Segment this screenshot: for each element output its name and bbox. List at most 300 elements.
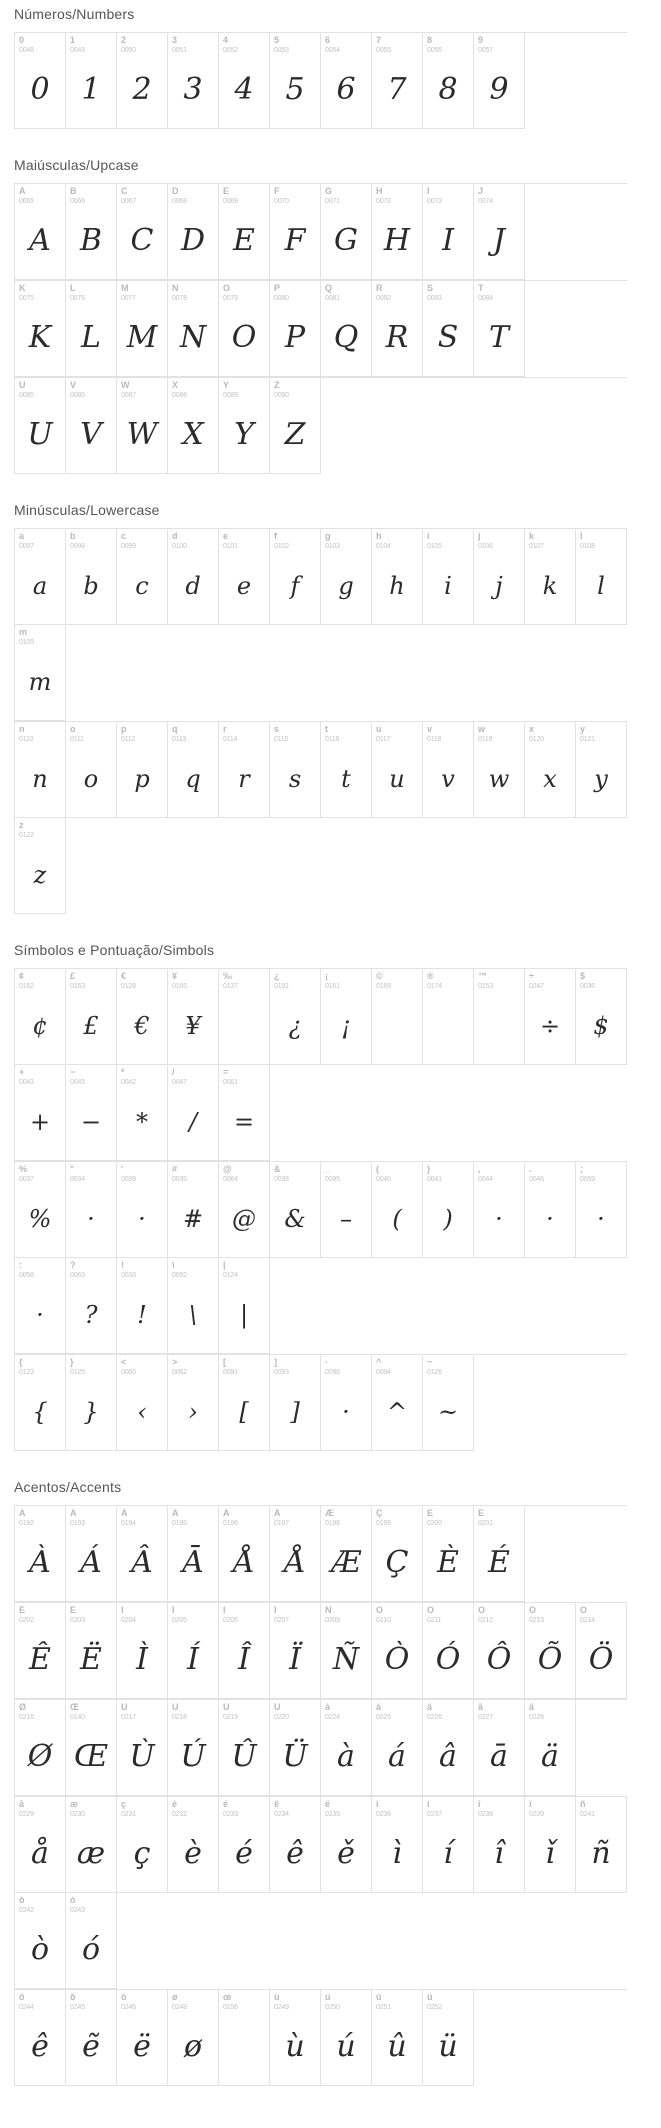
glyph-cell[interactable]: [168, 529, 219, 625]
glyph-cell[interactable]: [321, 1990, 372, 2086]
glyph-cell[interactable]: [423, 184, 474, 280]
glyph-cell[interactable]: [15, 625, 66, 721]
glyph-meta: [15, 1162, 65, 1183]
glyph-char-label: *: [121, 1068, 125, 1077]
glyph-cell[interactable]: [474, 1603, 525, 1699]
glyph-cell[interactable]: [15, 969, 66, 1065]
glyph-cell[interactable]: [117, 1990, 168, 2086]
glyph-cell[interactable]: [372, 529, 423, 625]
glyph-cell[interactable]: [321, 184, 372, 280]
glyph-cell[interactable]: [270, 969, 321, 1065]
glyph-code-label: 0196: [223, 1520, 238, 1527]
glyph-meta: [117, 1990, 167, 2011]
glyph-cell[interactable]: [117, 1258, 168, 1354]
glyph-cell[interactable]: [15, 33, 66, 129]
glyph-code-label: 0118: [427, 736, 442, 743]
glyph-char-label: l: [580, 532, 583, 541]
glyph-cell[interactable]: [270, 1355, 321, 1451]
glyph-cell[interactable]: [219, 1797, 270, 1893]
glyph-preview: 7: [387, 72, 407, 107]
glyph-cell[interactable]: [576, 1797, 627, 1893]
glyph-cell[interactable]: [117, 1506, 168, 1602]
glyph-char-label: 6: [325, 36, 331, 45]
glyph-char-label: !: [121, 1261, 124, 1270]
glyph-cell[interactable]: [321, 281, 372, 377]
glyph-code-label: 0085: [19, 392, 34, 399]
glyph-cell[interactable]: [321, 529, 372, 625]
glyph-cell[interactable]: [15, 818, 66, 914]
glyph-char-label: ï: [529, 1800, 532, 1809]
glyph-cell[interactable]: [219, 529, 270, 625]
glyph-meta: [372, 184, 422, 205]
glyph-preview: ě: [337, 1836, 355, 1871]
glyph-preview: ·: [87, 1205, 95, 1233]
glyph-cell[interactable]: [270, 1162, 321, 1258]
glyph-meta: [423, 722, 473, 743]
glyph-cell[interactable]: [372, 281, 423, 377]
glyph-cell[interactable]: [66, 378, 117, 474]
glyph-cell[interactable]: [321, 1797, 372, 1893]
glyph-preview: x: [543, 765, 557, 793]
glyph-cell[interactable]: [15, 1065, 66, 1161]
glyph-cell[interactable]: [423, 281, 474, 377]
glyph-char-label: ": [70, 1165, 75, 1174]
glyph-cell[interactable]: [270, 378, 321, 474]
glyph-char-label: Û: [223, 1703, 230, 1712]
glyph-cell[interactable]: [270, 722, 321, 818]
glyph-cell[interactable]: [423, 1797, 474, 1893]
glyph-code-label: 0061: [223, 1079, 238, 1086]
glyph-cell[interactable]: [117, 969, 168, 1065]
glyph-cell[interactable]: [15, 1162, 66, 1258]
glyph-preview: [: [239, 1398, 249, 1426]
glyph-cell[interactable]: [168, 969, 219, 1065]
glyph-meta: [372, 722, 422, 743]
glyph-cell[interactable]: [525, 969, 576, 1065]
glyph-cell[interactable]: [576, 529, 627, 625]
glyph-cell[interactable]: [219, 33, 270, 129]
glyph-char-label: ê: [274, 1800, 280, 1809]
glyph-preview: Ü: [282, 1739, 308, 1774]
glyph-char-label: 1: [70, 36, 76, 45]
glyph-char-label: +: [19, 1068, 25, 1077]
glyph-char-label: c: [121, 532, 127, 541]
glyph-cell[interactable]: [168, 378, 219, 474]
glyph-meta: [474, 33, 524, 54]
glyph-cell[interactable]: [219, 1506, 270, 1602]
glyph-meta: [270, 1506, 320, 1527]
glyph-char-label: &: [274, 1165, 281, 1174]
glyph-cell[interactable]: [525, 1603, 576, 1699]
glyph-cell[interactable]: [15, 1258, 66, 1354]
glyph-cell[interactable]: [117, 1700, 168, 1796]
glyph-char-label: ©: [376, 972, 383, 981]
glyph-cell[interactable]: [168, 281, 219, 377]
glyph-code-label: 0124: [223, 1272, 238, 1279]
glyph-code-label: 0117: [376, 736, 391, 743]
glyph-cell[interactable]: [423, 1603, 474, 1699]
glyph-cell[interactable]: [576, 1603, 627, 1699]
glyph-char-label: ò: [19, 1896, 25, 1905]
glyph-cell[interactable]: [270, 184, 321, 280]
glyph-code-label: 0067: [121, 198, 136, 205]
glyph-cell[interactable]: [270, 1603, 321, 1699]
glyph-cell[interactable]: [321, 1355, 372, 1451]
glyph-cell[interactable]: [15, 1700, 66, 1796]
glyph-cell[interactable]: [117, 1603, 168, 1699]
glyph-cell[interactable]: [117, 1355, 168, 1451]
glyph-char-label: õ: [70, 1993, 76, 2002]
glyph-cell[interactable]: [372, 1162, 423, 1258]
glyph-char-label: Í: [172, 1606, 175, 1615]
glyph-code-label: 0106: [478, 543, 493, 550]
glyph-cell[interactable]: [474, 281, 525, 377]
glyph-cell[interactable]: [474, 184, 525, 280]
glyph-cell[interactable]: [525, 1700, 576, 1796]
glyph-cell[interactable]: [66, 281, 117, 377]
glyph-cell[interactable]: [219, 1162, 270, 1258]
glyph-cell[interactable]: [15, 184, 66, 280]
glyph-cell[interactable]: [168, 1162, 219, 1258]
glyph-cell[interactable]: [66, 969, 117, 1065]
glyph-cell[interactable]: [219, 1603, 270, 1699]
glyph-cell[interactable]: [525, 1797, 576, 1893]
glyph-meta: [270, 281, 320, 302]
glyph-code-label: 0065: [19, 198, 34, 205]
glyph-cell[interactable]: [321, 1162, 372, 1258]
glyph-cell[interactable]: [117, 1162, 168, 1258]
glyph-cell[interactable]: [372, 184, 423, 280]
glyph-preview: h: [389, 572, 405, 600]
glyph-meta: [423, 1603, 473, 1624]
glyph-cell[interactable]: [168, 722, 219, 818]
glyph-char-label: á: [376, 1703, 382, 1712]
glyph-cell[interactable]: [372, 969, 423, 1065]
glyph-meta: [219, 281, 269, 302]
glyph-cell[interactable]: [474, 1797, 525, 1893]
glyph-char-label: [: [223, 1358, 226, 1367]
glyph-cell[interactable]: [270, 1700, 321, 1796]
glyph-cell[interactable]: [219, 1700, 270, 1796]
glyph-cell[interactable]: [423, 1506, 474, 1602]
glyph-char-label: ø: [172, 1993, 178, 2002]
glyph-char-label: œ: [223, 1993, 232, 2002]
glyph-cell[interactable]: [270, 1797, 321, 1893]
glyph-preview: Â: [131, 1545, 153, 1580]
glyph-cell[interactable]: [423, 1990, 474, 2086]
glyph-cell[interactable]: [321, 1603, 372, 1699]
glyph-cell[interactable]: [66, 1506, 117, 1602]
glyph-cell[interactable]: [66, 1065, 117, 1161]
glyph-code-label: 0110: [19, 736, 34, 743]
glyph-cell[interactable]: [168, 1700, 219, 1796]
glyph-cell[interactable]: [321, 1700, 372, 1796]
glyph-cell[interactable]: [66, 1797, 117, 1893]
glyph-preview: C: [130, 223, 154, 258]
glyph-cell[interactable]: [117, 722, 168, 818]
glyph-cell[interactable]: [117, 33, 168, 129]
glyph-preview: 5: [285, 72, 305, 107]
glyph-cell[interactable]: [168, 1258, 219, 1354]
glyph-cell[interactable]: [168, 1603, 219, 1699]
glyph-cell[interactable]: [66, 529, 117, 625]
glyph-cell[interactable]: [525, 722, 576, 818]
glyph-code-label: 0092: [172, 1272, 187, 1279]
glyph-meta: [15, 818, 65, 839]
glyph-meta: [321, 1506, 371, 1527]
glyph-cell[interactable]: [15, 1797, 66, 1893]
glyph-cell[interactable]: [219, 969, 270, 1065]
glyph-cell[interactable]: [372, 1990, 423, 2086]
glyph-section: [0, 1473, 661, 2086]
glyph-cell[interactable]: [321, 722, 372, 818]
glyph-char-label: Á: [70, 1509, 77, 1518]
glyph-cell[interactable]: [117, 1797, 168, 1893]
glyph-cell[interactable]: [15, 378, 66, 474]
glyph-meta: [372, 1990, 422, 2011]
glyph-code-label: 0105: [427, 543, 442, 550]
glyph-code-label: 0219: [223, 1714, 238, 1721]
glyph-meta: [270, 1990, 320, 2011]
glyph-cell[interactable]: [474, 529, 525, 625]
glyph-code-label: 0095: [325, 1176, 340, 1183]
glyph-char-label: Ê: [19, 1606, 26, 1615]
glyph-cell[interactable]: [15, 1893, 66, 1989]
glyph-cell[interactable]: [525, 529, 576, 625]
glyph-cell[interactable]: [168, 184, 219, 280]
glyph-code-label: 0043: [19, 1079, 34, 1086]
glyph-char-label: e: [223, 532, 229, 541]
glyph-meta: [321, 1990, 371, 2011]
glyph-cell[interactable]: [15, 281, 66, 377]
glyph-preview: ê: [286, 1836, 304, 1871]
glyph-cell[interactable]: [168, 1355, 219, 1451]
glyph-code-label: 0113: [172, 736, 187, 743]
glyph-char-label: =: [223, 1068, 229, 1077]
glyph-char-label: ™: [478, 972, 487, 981]
glyph-code-label: 0250: [325, 2004, 340, 2011]
glyph-cell[interactable]: [66, 184, 117, 280]
glyph-meta: [372, 1355, 422, 1376]
glyph-preview: ç: [133, 1836, 151, 1871]
glyph-meta: [219, 1506, 269, 1527]
glyph-meta: [168, 1797, 218, 1818]
glyph-cell[interactable]: [117, 378, 168, 474]
glyph-char-label: K: [19, 284, 26, 293]
glyph-preview: –: [340, 1205, 352, 1233]
glyph-cell[interactable]: [576, 969, 627, 1065]
glyph-preview: [423, 995, 473, 1057]
glyph-cell[interactable]: [117, 1065, 168, 1161]
glyph-meta: [576, 529, 626, 550]
glyph-meta: [474, 1700, 524, 1721]
glyph-preview: a: [32, 572, 48, 600]
glyph-char-label: ä: [529, 1703, 535, 1712]
glyph-cell[interactable]: [219, 184, 270, 280]
glyph-cell[interactable]: [15, 1506, 66, 1602]
glyph-code-label: 0248: [172, 2004, 187, 2011]
glyph-cell[interactable]: [474, 33, 525, 129]
glyph-char-label: û: [376, 1993, 382, 2002]
glyph-meta: [219, 722, 269, 743]
glyph-cell[interactable]: [321, 969, 372, 1065]
glyph-code-label: 0229: [19, 1811, 34, 1818]
glyph-cell[interactable]: [219, 378, 270, 474]
glyph-preview: N: [179, 320, 207, 355]
glyph-cell[interactable]: [117, 281, 168, 377]
glyph-cell[interactable]: [372, 1355, 423, 1451]
glyph-char-label: ö: [121, 1993, 127, 2002]
glyph-cell[interactable]: [372, 1700, 423, 1796]
glyph-code-label: 0075: [19, 295, 34, 302]
glyph-cell[interactable]: [66, 33, 117, 129]
glyph-char-label: ç: [121, 1800, 127, 1809]
glyph-preview: ¥: [185, 1012, 201, 1040]
glyph-cell[interactable]: [474, 1700, 525, 1796]
glyph-cell[interactable]: [168, 1065, 219, 1161]
glyph-cell[interactable]: [66, 722, 117, 818]
glyph-cell[interactable]: [423, 1355, 474, 1451]
glyph-preview: ó: [81, 1932, 101, 1967]
glyph-cell[interactable]: [15, 1355, 66, 1451]
glyph-cell[interactable]: [66, 1162, 117, 1258]
glyph-cell[interactable]: [423, 529, 474, 625]
glyph-preview: 0: [30, 72, 50, 107]
glyph-preview: d: [185, 572, 201, 600]
glyph-meta: [270, 184, 320, 205]
glyph-code-label: 0245: [70, 2004, 85, 2011]
glyph-preview: q: [185, 765, 201, 793]
glyph-meta: [117, 281, 167, 302]
glyph-cell[interactable]: [270, 529, 321, 625]
glyph-meta: [66, 33, 116, 54]
glyph-cell[interactable]: [219, 1065, 270, 1161]
glyph-meta: [219, 1355, 269, 1376]
glyph-cell[interactable]: [219, 722, 270, 818]
glyph-char-label: æ: [70, 1800, 79, 1809]
glyph-cell[interactable]: [423, 722, 474, 818]
glyph-char-label: S: [427, 284, 434, 293]
glyph-cell[interactable]: [15, 529, 66, 625]
glyph-meta: [15, 1603, 65, 1624]
glyph-cell[interactable]: [372, 1603, 423, 1699]
glyph-meta: [117, 969, 167, 990]
glyph-cell[interactable]: [219, 281, 270, 377]
glyph-cell[interactable]: [474, 1506, 525, 1602]
glyph-cell[interactable]: [66, 1893, 117, 1989]
glyph-preview: ·: [342, 1398, 350, 1426]
glyph-cell[interactable]: [423, 1162, 474, 1258]
glyph-meta: [525, 1700, 575, 1721]
glyph-cell[interactable]: [219, 1355, 270, 1451]
glyph-preview: 2: [132, 72, 152, 107]
glyph-cell[interactable]: [525, 1162, 576, 1258]
glyph-cell[interactable]: [168, 1990, 219, 2086]
glyph-cell[interactable]: [219, 1258, 270, 1354]
glyph-meta: [117, 1065, 167, 1086]
glyph-char-label: >: [172, 1358, 178, 1367]
glyph-meta: [423, 33, 473, 54]
glyph-row: [14, 1602, 627, 1699]
glyph-preview: Ê: [29, 1642, 51, 1677]
glyph-cell[interactable]: [270, 281, 321, 377]
glyph-char-label: Î: [223, 1606, 226, 1615]
glyph-cell[interactable]: [270, 33, 321, 129]
glyph-code-label: 0087: [121, 392, 136, 399]
glyph-preview: Ò: [384, 1642, 410, 1677]
glyph-cell[interactable]: [66, 1603, 117, 1699]
glyph-cell[interactable]: [219, 1990, 270, 2086]
glyph-cell[interactable]: [372, 33, 423, 129]
glyph-cell[interactable]: [66, 1258, 117, 1354]
glyph-code-label: 0046: [529, 1176, 544, 1183]
glyph-code-label: 0039: [121, 1176, 136, 1183]
glyph-cell[interactable]: [423, 33, 474, 129]
glyph-cell[interactable]: [15, 722, 66, 818]
glyph-preview: È: [437, 1545, 459, 1580]
glyph-meta: [423, 1797, 473, 1818]
glyph-cell[interactable]: [474, 969, 525, 1065]
glyph-cell[interactable]: [66, 1700, 117, 1796]
glyph-cell[interactable]: [117, 184, 168, 280]
glyph-cell[interactable]: [66, 1355, 117, 1451]
glyph-cell[interactable]: [168, 33, 219, 129]
glyph-cell[interactable]: [423, 969, 474, 1065]
glyph-preview: 1: [81, 72, 101, 107]
glyph-cell[interactable]: [576, 1162, 627, 1258]
glyph-preview: ‹: [137, 1398, 147, 1426]
glyph-cell[interactable]: [168, 1797, 219, 1893]
glyph-meta: [15, 33, 65, 54]
glyph-row: [14, 183, 627, 280]
glyph-cell[interactable]: [474, 1162, 525, 1258]
glyph-preview: É: [488, 1545, 510, 1580]
glyph-meta: [66, 281, 116, 302]
glyph-cell[interactable]: [117, 529, 168, 625]
glyph-cell[interactable]: [270, 1990, 321, 2086]
glyph-code-label: 0072: [376, 198, 391, 205]
glyph-char-label: 2: [121, 36, 127, 45]
glyph-meta: [117, 1162, 167, 1183]
glyph-meta: [15, 529, 65, 550]
glyph-char-label: <: [121, 1358, 127, 1367]
glyph-cell[interactable]: [66, 1990, 117, 2086]
glyph-cell[interactable]: [270, 1506, 321, 1602]
glyph-meta: [168, 722, 218, 743]
glyph-cell[interactable]: [474, 722, 525, 818]
glyph-cell[interactable]: [168, 1506, 219, 1602]
glyph-cell[interactable]: [321, 1506, 372, 1602]
glyph-cell[interactable]: [372, 1797, 423, 1893]
glyph-code-label: 0051: [172, 47, 187, 54]
glyph-char-label: a: [19, 532, 25, 541]
glyph-meta: [321, 33, 371, 54]
glyph-code-label: 0140: [70, 1714, 85, 1721]
glyph-preview: @: [232, 1205, 256, 1233]
glyph-char-label: \: [172, 1261, 175, 1270]
glyph-cell[interactable]: [372, 722, 423, 818]
glyph-cell[interactable]: [372, 1506, 423, 1602]
glyph-preview: ø: [183, 2029, 203, 2064]
glyph-cell[interactable]: [576, 722, 627, 818]
glyph-cell[interactable]: [15, 1990, 66, 2086]
glyph-cell[interactable]: [321, 33, 372, 129]
glyph-code-label: 0066: [70, 198, 85, 205]
glyph-cell[interactable]: [15, 1603, 66, 1699]
glyph-cell[interactable]: [423, 1700, 474, 1796]
glyph-preview: ): [443, 1205, 453, 1233]
glyph-code-label: 0205: [172, 1617, 187, 1624]
